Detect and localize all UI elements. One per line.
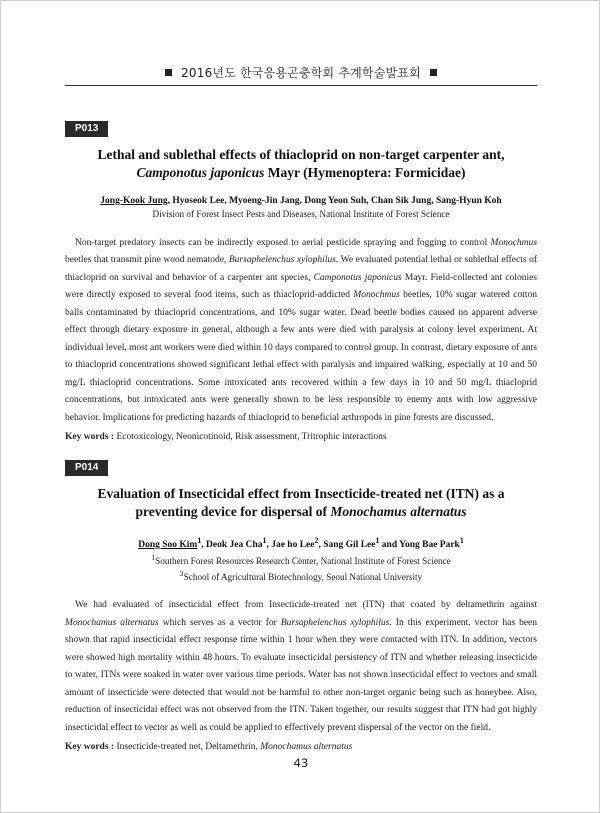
body-text: beetles, 10% sugar watered cotton balls contaminated by thiacloprid concentrations, and 10% sugar water. Dead beetle bodies caused no apparent adverse effect through dietary exposure in general, although a few ants were died with paralysis at colony level experiment. At individual level, most ant workers were died within 10 days compared to control group. In contrast, dietary exposure of ants to thiacloprid concentrations showed significant lethal effect with paralysis and impaired walking, especially at 10 and 50 mg/L thiacloprid concentrations. Some intoxicated ants recovered within a few days in 10 and 50 mg/L thiacloprid concentrations, but intoxicated ants were generally shown to be less responsible to enemy ants with low aggressive behavior. Implications for predicting hazards of thiacloprid to beneficial arthropods in pine forests are discussed. [65,290,537,423]
title-species: Camponotus japonicus [136,165,265,180]
abstract-id-badge: P013 [65,121,108,137]
abstract-title [65,146,537,182]
body-text: . In this experiment, vector has been shown that rapid insecticidal effect response time within 1 hour when they were contacted with ITN. In addition, vectors were showed high mortality within 48 hours. To evaluate insecticidal persistency of ITN and whether releasing insecticide to water, ITNs were soaked in water over various time periods. Water has not shown insecticidal effect to vectors and small amount of insecticide were detected that would not be harmful to other non-target organic being such as honeybee. Also, reduction of insecticidal effect was not observed from the ITN. Taken together, our results suggest that ITN had got highly insecticidal effect to vector as well as could be applied to effectively prevent dispersal of the vector on the field. [65,617,537,733]
abstract-p014 [65,457,537,754]
body-species: Bursaphelenchus xylophilus [228,255,336,265]
author-list [65,534,537,552]
square-bullet-icon [430,69,437,76]
body-species: Camponotus japonicus [313,272,402,283]
body-species: Monochmus [353,290,400,300]
co-author: , Sang Gil Lee [318,540,376,551]
keywords-list: Ecotoxicology, Neonicotinoid, Risk assessment, Tritrophic interactions [114,432,387,442]
affiliation [65,568,537,584]
body-species: Monochamus alternatus [65,617,159,628]
affil-sup: 1 [375,536,380,545]
body-text: We had evaluated of insecticidal effect from Insecticide-treated net (ITN) that coated by deltamethrin against [75,600,537,611]
presenting-author: Dong Soo Kim [138,540,198,551]
body-text: Mayr. Field-collected ant colonies were directly exposed to several food items, such as thiacloprid-addicted [65,272,538,300]
co-authors: , Hyoseok Lee, Myoeng-Jin Jang, Dong Yeon Suh, Chan Sik Jung, Sang-Hyun Koh [167,196,502,206]
affil-sup: 1 [151,553,156,563]
presenting-author: Jong-Kook Jung [100,196,168,206]
title-text: Mayr (Hymenoptera: Formicidae) [264,165,466,180]
keywords-label: Key words : [65,742,115,753]
affil-text: Southern Forest Resources Research Center, National Institute of Forest Science [155,556,451,567]
header-title: 2016년도 한국응용곤충학회 추계학술발표회 [181,66,421,80]
affiliation [65,552,537,568]
title-species: Monochamus alternatus [330,504,467,519]
abstract-body [65,235,537,428]
header-rule [65,85,537,86]
affil-sup: 1 [262,536,267,545]
body-text: which serves as a vector for [158,617,281,628]
affil-sup: 2 [179,568,184,578]
affiliation: Division of Forest Insect Pests and Diseases, National Institute of Forest Science [152,209,450,219]
affil-sup: 2 [314,536,319,545]
page-number: 43 [293,756,309,770]
keywords-list: Insecticide-treated net, Deltamethrin, [114,742,261,753]
keywords-species: Monochamus alternatus [260,742,353,753]
square-bullet-icon [165,69,172,76]
abstract-title [65,485,537,521]
body-text: . We evaluated potential lethal or sublethal effects of thiacloprid on survival and behavior of a carpenter ant species, [65,255,538,283]
body-species: Monochmus [490,237,537,248]
body-species: Bursaphelenchus xylophilus [280,617,390,628]
affil-sup: 1 [197,536,202,545]
author-list [65,195,537,208]
co-author: and Yong Bae Park [379,540,460,551]
keywords-label: Key words : [65,432,115,442]
abstract-body [65,597,537,737]
keywords [65,740,537,754]
co-author: , Deok Jea Cha [201,540,263,551]
title-text: Lethal and sublethal effects of thiacloprid on non-target carpenter ant, [97,147,505,162]
body-text: Non-target predatory insects can be indirectly exposed to aerial pesticide spraying and fogging to control [75,237,491,248]
abstract-id-badge: P014 [65,460,108,476]
affil-text: School of Agricultural Biotechnology, Seoul National University [183,571,423,582]
affil-sup: 1 [459,536,464,545]
co-author: , Jae ho Lee [266,540,315,551]
body-text: beetles that transmit pine wood nematode, [65,255,229,265]
abstract-p013 [65,118,537,444]
running-header [65,64,537,81]
keywords [65,430,537,444]
title-text: Evaluation of Insecticidal effect from Insecticide-treated net (ITN) as a preventing device for dispersal of [97,486,505,519]
